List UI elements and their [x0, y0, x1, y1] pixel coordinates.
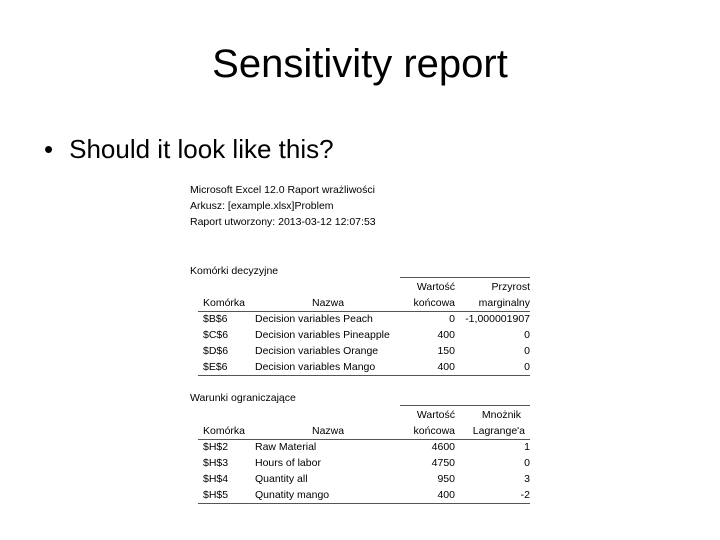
col-header-value-1: Wartość [416, 281, 455, 293]
decision-section-title: Komórki decyzyjne [190, 265, 279, 277]
row-multiplier: 1 [524, 441, 530, 453]
col-header-value-2: końcowa [413, 297, 455, 309]
row-cell-ref: $E$6 [203, 361, 228, 373]
row-cell-ref: $H$3 [203, 457, 229, 469]
row-value: 400 [437, 329, 455, 341]
slide-title: Sensitivity report [212, 42, 508, 86]
row-name: Decision variables Mango [255, 361, 376, 373]
bullet-icon: • [44, 134, 54, 164]
row-name: Decision variables Peach [255, 313, 373, 325]
col-header-marg-2: Lagrange'a [472, 425, 525, 437]
col-header-marg-1: Przyrost [491, 281, 530, 293]
row-name: Raw Material [255, 441, 317, 453]
bullet-point [44, 134, 334, 165]
table-top-rule [400, 277, 530, 278]
row-name: Decision variables Orange [255, 345, 379, 357]
row-name: Decision variables Pineapple [255, 329, 390, 341]
col-header-value-2: końcowa [413, 425, 455, 437]
row-marginal: -1,000001907 [465, 313, 530, 325]
row-value: 4600 [431, 441, 455, 453]
row-value: 400 [437, 489, 455, 501]
report-header-line-2: Arkusz: [example.xlsx]Problem [190, 200, 334, 212]
row-value: 950 [437, 473, 455, 485]
bullet-text: Should it look like this? [69, 134, 334, 164]
col-header-value-1: Wartość [416, 409, 455, 421]
col-header-marg-1: Mnożnik [481, 409, 521, 421]
row-cell-ref: $D$6 [203, 345, 229, 357]
row-cell-ref: $H$5 [203, 489, 229, 501]
sensitivity-report-screenshot [190, 180, 535, 510]
row-marginal: 0 [524, 345, 530, 357]
report-header-line-1: Microsoft Excel 12.0 Raport wrażliwości [190, 184, 375, 196]
constraints-section-title: Warunki ograniczające [190, 392, 296, 404]
row-value: 4750 [431, 457, 455, 469]
col-header-name: Nazwa [312, 297, 345, 309]
row-multiplier: 3 [524, 473, 530, 485]
row-marginal: 0 [524, 361, 530, 373]
header-rule [198, 439, 530, 440]
row-value: 150 [437, 345, 455, 357]
row-name: Quantity all [255, 473, 308, 485]
row-multiplier: 0 [524, 457, 530, 469]
row-cell-ref: $B$6 [203, 313, 228, 325]
row-cell-ref: $H$2 [203, 441, 229, 453]
row-marginal: 0 [524, 329, 530, 341]
row-name: Hours of labor [255, 457, 321, 469]
table-bottom-rule [198, 375, 530, 376]
row-cell-ref: $H$4 [203, 473, 229, 485]
row-multiplier: -2 [520, 489, 530, 501]
col-header-marg-2: marginalny [478, 297, 530, 309]
col-header-cell: Komórka [203, 297, 246, 309]
row-value: 400 [437, 361, 455, 373]
col-header-cell: Komórka [203, 425, 246, 437]
col-header-name: Nazwa [312, 425, 345, 437]
row-cell-ref: $C$6 [203, 329, 229, 341]
table-top-rule [400, 405, 530, 406]
row-value: 0 [449, 313, 455, 325]
table-bottom-rule [198, 503, 530, 504]
row-name: Qunatity mango [255, 489, 330, 501]
report-header-line-3: Raport utworzony: 2013-03-12 12:07:53 [190, 216, 376, 228]
